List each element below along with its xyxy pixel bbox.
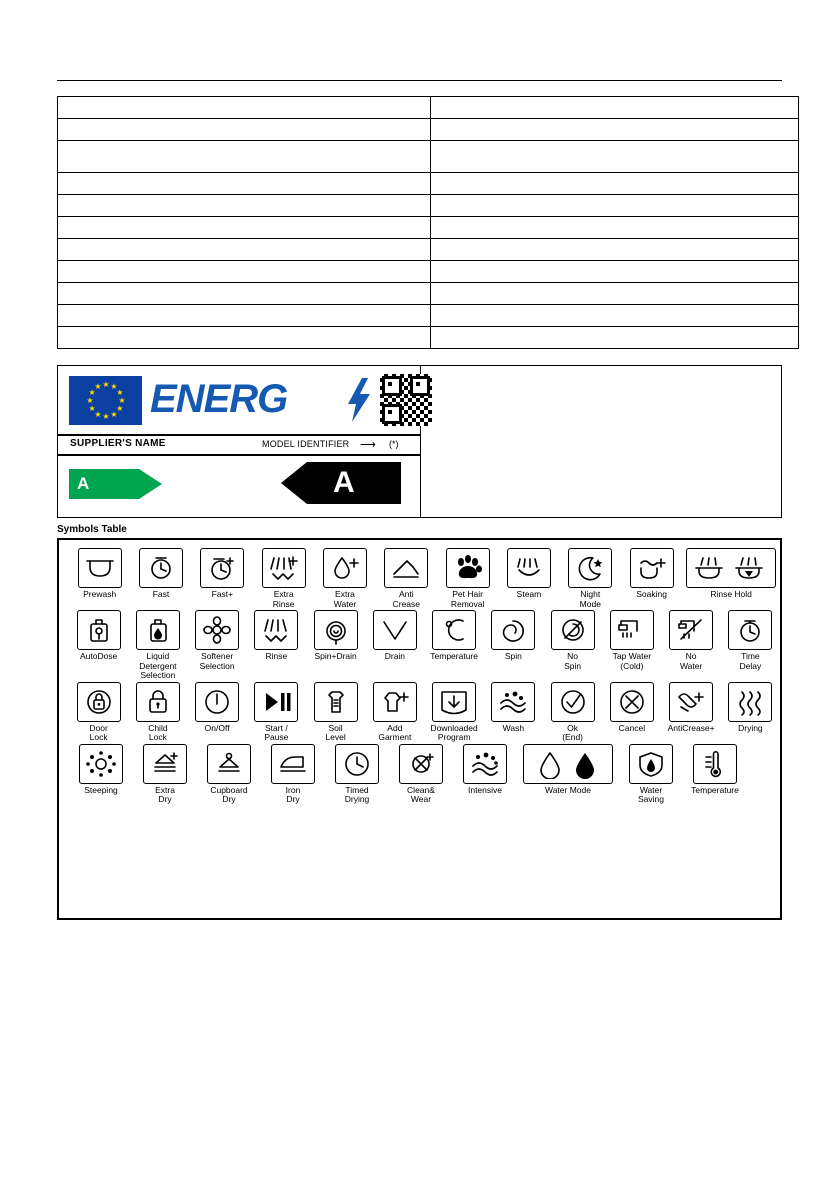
symbol-label: Liquid Detergent Selection [139,651,177,680]
star-icon: ★ [86,396,94,405]
symbol-label: Child Lock [148,722,168,742]
symbol-entry [199,744,259,805]
energy-class-scale-letter: A [77,474,90,493]
star-icon: ★ [110,409,118,419]
symbol-entry [367,682,422,743]
table-row [58,97,799,119]
eu-flag-icon [69,376,142,425]
symbol-label: Add Garment [378,722,412,742]
start-pause-icon [254,682,298,722]
symbol-label: Intensive [467,784,503,795]
spec-label-cell [58,327,431,349]
extra-water-icon [323,548,367,588]
spec-value-cell [431,283,799,305]
extra-dry-icon [143,744,187,784]
soil-level-icon [314,682,358,722]
symbol-entry [190,682,245,734]
symbols-row [59,744,780,805]
symbol-label: Water Mode [545,784,591,795]
spec-value-cell [431,305,799,327]
symbol-entry [308,610,363,662]
symbol-entry [71,744,131,796]
symbol-entry [623,548,680,600]
steeping-icon [79,744,123,784]
symbols-table-title: Symbols Table [57,524,127,535]
symbols-row [59,610,780,681]
star-icon: ★ [88,388,96,397]
symbol-label: Time Delay [739,651,762,671]
symbol-entry [604,610,659,671]
water-mode-icon [523,744,613,784]
symbol-entry [71,610,126,662]
symbol-label: Wash [502,722,525,733]
spec-value-cell [431,195,799,217]
spec-label-cell [58,305,431,327]
symbol-entry [71,548,128,600]
symbol-entry [664,682,719,734]
symbol-label: Soaking [636,589,667,599]
spec-value-cell [431,173,799,195]
intensive-icon [463,744,507,784]
on-off-icon [195,682,239,722]
spin-drain-icon [314,610,358,650]
prewash-icon [78,548,122,588]
spec-value-cell [431,217,799,239]
symbol-entry [545,682,600,743]
symbol-label: Anti Crease [392,589,420,609]
symbol-label: Temperature [430,651,478,661]
symbol-label: No Water [679,651,703,671]
symbol-entry [367,610,422,662]
table-row [58,173,799,195]
symbol-entry [604,682,659,734]
downloaded-program-icon [432,682,476,722]
symbol-entry [723,610,778,671]
no-spin-icon [551,610,595,650]
liquid-detergent-selection-icon [136,610,180,650]
qr-code-icon [380,374,432,426]
symbol-label: Extra Rinse [272,589,295,609]
symbol-label: Soil Level [325,722,346,742]
symbol-entry [378,548,435,609]
symbol-label: Extra Dry [155,784,175,804]
symbol-entry [327,744,387,805]
symbols-row [59,548,780,609]
ok-end-icon [551,682,595,722]
energ-wordmark: ENERG [150,377,288,421]
star-icon: ★ [118,396,126,405]
fast-plus-icon [200,548,244,588]
table-row [58,141,799,173]
symbol-entry [316,548,373,609]
symbol-label: Timed Drying [344,784,370,804]
spec-label-cell [58,97,431,119]
autodose-icon [77,610,121,650]
star-icon: ★ [116,404,124,413]
spec-value-cell [431,119,799,141]
timed-drying-icon [335,744,379,784]
symbol-label: Water Saving [638,784,664,804]
tap-water-cold-icon [610,610,654,650]
rinse-hold-icon [686,548,776,588]
symbol-entry [455,744,515,796]
symbol-label: Rinse Hold [710,589,752,599]
soaking-icon [630,548,674,588]
symbol-label: Clean& Wear [407,784,435,804]
model-footnote-marker: (*) [389,439,399,449]
symbol-label: Pet Hair Removal [450,589,485,609]
table-row [58,261,799,283]
spin-icon [491,610,535,650]
symbol-label: Fast [152,589,170,599]
symbol-entry [684,548,778,600]
temperature-2-icon [693,744,737,784]
symbol-entry [190,610,245,671]
symbol-entry [439,548,496,609]
symbol-label: Prewash [83,589,117,599]
symbol-entry [194,548,251,600]
night-mode-icon [568,548,612,588]
symbol-label: On/Off [204,722,230,733]
energy-class-badge-letter: A [333,466,355,499]
energy-label-block [57,365,782,518]
child-lock-icon [136,682,180,722]
arrow-right-icon: ⟶ [360,439,376,451]
supplier-name-label: SUPPLIER'S NAME [70,438,166,449]
symbol-entry [263,744,323,805]
symbol-label: Cupboard Dry [210,784,248,804]
symbol-label: Iron Dry [285,784,301,804]
star-icon: ★ [88,404,96,413]
symbol-label: Spin+Drain [314,651,357,661]
symbol-entry [562,548,619,609]
symbol-label: No Spin [564,651,582,671]
symbol-label: Drain [384,651,406,661]
symbol-entry [664,610,719,671]
spec-value-cell [431,327,799,349]
anticrease-plus-icon [669,682,713,722]
wash-icon [491,682,535,722]
symbol-label: Spin [504,651,522,661]
drying-icon [728,682,772,722]
extra-rinse-icon [262,548,306,588]
specification-table [57,96,799,349]
spec-value-cell [431,239,799,261]
symbol-entry [486,610,541,662]
spec-value-cell [431,97,799,119]
symbol-entry [132,548,189,600]
time-delay-icon [728,610,772,650]
symbol-label: Temperature [691,784,739,795]
symbol-label: Rinse [265,651,288,661]
cancel-icon [610,682,654,722]
symbol-label: Night Mode [579,589,601,609]
symbol-label: AntiCrease+ [667,722,715,733]
spec-label-cell [58,261,431,283]
symbol-label: Door Lock [89,722,108,742]
star-icon: ★ [94,409,102,419]
spec-value-cell [431,141,799,173]
symbol-label: Softener Selection [199,651,235,671]
symbol-entry [130,682,185,743]
symbol-entry [685,744,745,796]
symbol-entry [130,610,185,681]
door-lock-icon [77,682,121,722]
water-saving-icon [629,744,673,784]
star-icon: ★ [102,412,110,421]
no-water-icon [669,610,713,650]
table-row [58,305,799,327]
symbol-entry [723,682,778,734]
energy-class-badge [281,462,401,504]
drain-icon [373,610,417,650]
symbol-label: Extra Water [333,589,357,609]
energy-label-card [57,365,421,518]
symbol-label: Downloaded Program [430,722,478,742]
iron-dry-icon [271,744,315,784]
table-row [58,119,799,141]
steam-icon [507,548,551,588]
symbol-entry [71,682,126,743]
spec-label-cell [58,239,431,261]
symbol-label: Ok (End) [562,722,584,742]
symbol-label: Start / Pause [264,722,289,742]
symbol-label: AutoDose [79,651,118,661]
symbol-entry [500,548,557,600]
clean-wear-icon [399,744,443,784]
symbol-label: Steam [516,589,542,599]
symbol-entry [545,610,600,671]
rinse-icon [254,610,298,650]
symbols-table [57,538,782,920]
table-row [58,195,799,217]
energy-label-note-cell [421,365,782,518]
symbol-entry [486,682,541,734]
symbols-row [59,682,780,743]
add-garment-icon [373,682,417,722]
symbol-entry [519,744,617,796]
symbol-entry [427,682,482,743]
symbol-entry [308,682,363,743]
symbol-label: Drying [738,722,763,733]
temperature-icon [432,610,476,650]
spec-label-cell [58,283,431,305]
symbol-label: Cancel [618,722,646,733]
symbol-entry [255,548,312,609]
symbol-label: Tap Water (Cold) [612,651,652,671]
symbol-entry [249,610,304,662]
spec-label-cell [58,119,431,141]
star-icon: ★ [110,382,118,392]
symbol-entry [391,744,451,805]
spec-value-cell [431,261,799,283]
spec-label-cell [58,195,431,217]
header-rule [57,80,782,81]
spec-label-cell [58,173,431,195]
fast-icon [139,548,183,588]
star-icon: ★ [116,388,124,397]
spec-label-cell [58,141,431,173]
star-icon: ★ [102,380,110,389]
symbol-label: Fast+ [211,589,234,599]
symbol-entry [427,610,482,662]
star-icon: ★ [94,382,102,392]
table-row [58,283,799,305]
table-row [58,327,799,349]
softener-selection-icon [195,610,239,650]
lightning-bolt-icon [348,378,370,422]
symbol-label: Steeping [84,784,118,795]
symbol-entry [135,744,195,805]
cupboard-dry-icon [207,744,251,784]
symbol-entry [621,744,681,805]
table-row [58,217,799,239]
spec-label-cell [58,217,431,239]
energy-class-scale-arrow [69,469,162,499]
pet-hair-removal-icon [446,548,490,588]
table-row [58,239,799,261]
symbol-entry [249,682,304,743]
model-identifier-label: MODEL IDENTIFIER [262,439,350,449]
anti-crease-icon [384,548,428,588]
